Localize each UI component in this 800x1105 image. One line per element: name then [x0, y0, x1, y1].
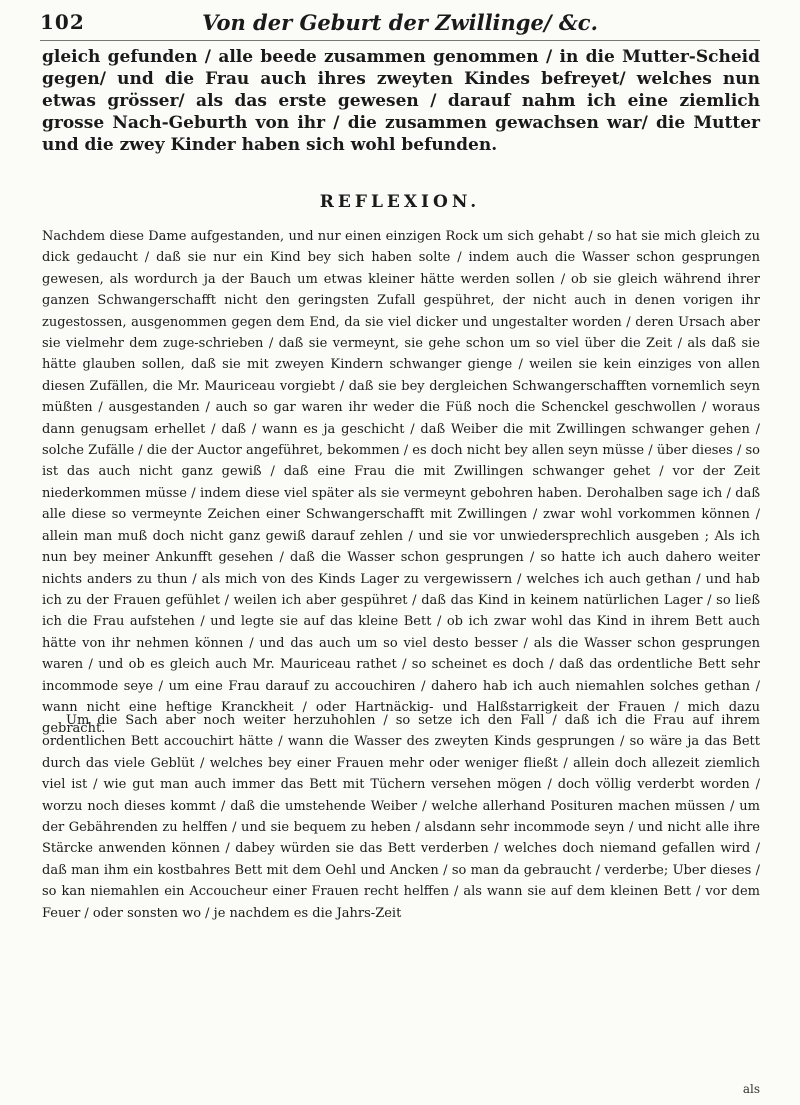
case-conclusion-paragraph: gleich gefunden / alle beede zusammen genommen / in die Mutter-Scheid gegen/ und die Frau auch ihres zweyten Kindes befreyet/ welches nun etwas grösser/ als das erste gewesen / darauf nahm ich eine ziemlich grosse Nach-Geburth von ihr / die zusammen gewachsen war/ die Mutter und die zwey Kinder haben sich wohl befunden. [42, 47, 760, 155]
catchword: als [742, 1082, 760, 1096]
page-number: 102 [40, 10, 85, 34]
running-title: Von der Geburt der Zwillinge/ &c. [202, 10, 598, 35]
section-heading: REFLEXION. [319, 192, 481, 212]
reflexion-paragraph: Nachdem diese Dame aufgestanden, und nur einen einzigen Rock um sich gehabt / so hat sie mich gleich zu dick gedaucht / daß sie nur ein Kind bey sich haben solte / indem auch die Wasser schon gesprungen gewesen, als wordurch ja der Bauch um etwas kleiner hätte werden sollen / ob sie gleich während ihrer ganzen Schwangerschafft nicht den geringsten Zufall gespühret, der nicht auch in denen vorigen ihr zugestossen, ausgenommen gegen dem End, da sie viel dicker und ungestalter worden / deren Ursach aber sie vielmehr dem zuge-schrieben / daß sie vermeynt, sie gehe schon um so viel über die Zeit / als daß sie hätte glauben sollen, daß sie mit zweyen Kindern schwanger gienge / weilen sie kein einziges von allen diesen Zufällen, die Mr. Mauriceau vorgiebt / daß sie bey dergleichen Schwangerschafften vornemlich seyn müßten / ausgestanden / auch so gar waren ihr weder die Füß noch die Schenckel geschwollen / woraus dann genugsam erhellet / daß / wann es ja geschicht / daß Weiber die mit Zwillingen schwanger gehen / solche Zufälle / die der Auctor angeführet, bekommen / es doch nicht bey allen seyn müsse / über dieses / so ist das auch nicht ganz gewiß / daß eine Frau die mit Zwillingen schwanger gehet / vor der Zeit niederkommen müsse / indem diese viel später als sie vermeynt gebohren haben. Derohalben sage ich / daß alle diese so vermeynte Zeichen einer Schwangerschafft mit Zwillingen / zwar wohl vorkommen können / allein man muß doch nicht ganz gewiß darauf zehlen / und sie vor unwiedersprechlich ausgeben ; Als ich nun bey meiner Ankunfft gesehen / daß die Wasser schon gesprungen / so hatte ich auch dahero weiter nichts anders zu thun / als mich von des Kinds Lager zu vergewissern / welches ich auch gethan / und hab ich zu der Frauen gefühlet / weilen ich aber gespühret / daß das Kind in keinem natürlichen Lager / so ließ ich die Frau aufstehen / und legte sie auf das kleine Bett / ob ich zwar wohl das Kind in ihrem Bett auch hätte von ihr nehmen können / und das auch um so viel desto besser / als die Wasser schon gesprungen waren / und ob es gleich auch Mr. Mauriceau rathet / so scheinet es doch / daß das ordentliche Bett sehr incommode seye / um eine Frau darauf zu accouchiren / dahero hab ich auch niemahlen solches gethan / wann nicht eine heftige Kranckheit / oder Hartnäckig- und Halßstarrigkeit der Frauen / mich dazu gebracht. [42, 229, 760, 737]
running-head [40, 10, 760, 40]
continuation-paragraph: Um die Sach aber noch weiter herzuhohlen / so setze ich den Fall / daß ich die Frau auf ihrem ordentlichen Bett accouchirt hätte / wann die Wasser des zweyten Kinds gesprungen / so wäre ja das Bett durch das viele Geblüt / welches bey einer Frauen mehr oder weniger fließt / allein doch allezeit ziemlich viel ist / wie gut man auch immer das Bett mit Tüchern versehen mögen / doch völlig verderbt worden / worzu noch dieses kommt / daß die umstehende Weiber / welche allerhand Posituren machen müssen / um der Gebährenden zu helffen / und sie bequem zu heben / alsdann sehr incommode seyn / und nicht alle ihre Stärcke anwenden können / dabey würden sie das Bett verderben / welches doch niemand gefallen wird / daß man ihm ein kostbahres Bett mit dem Oehl und Ancken / so man da gebraucht / verderbe; Uber dieses / so kan niemahlen ein Accoucheur einer Frauen recht helffen / als wann sie auf dem kleinen Bett / vor dem Feuer / oder sonsten wo / je nachdem es die Jahrs-Zeit [42, 713, 760, 921]
header-rule [40, 40, 760, 41]
